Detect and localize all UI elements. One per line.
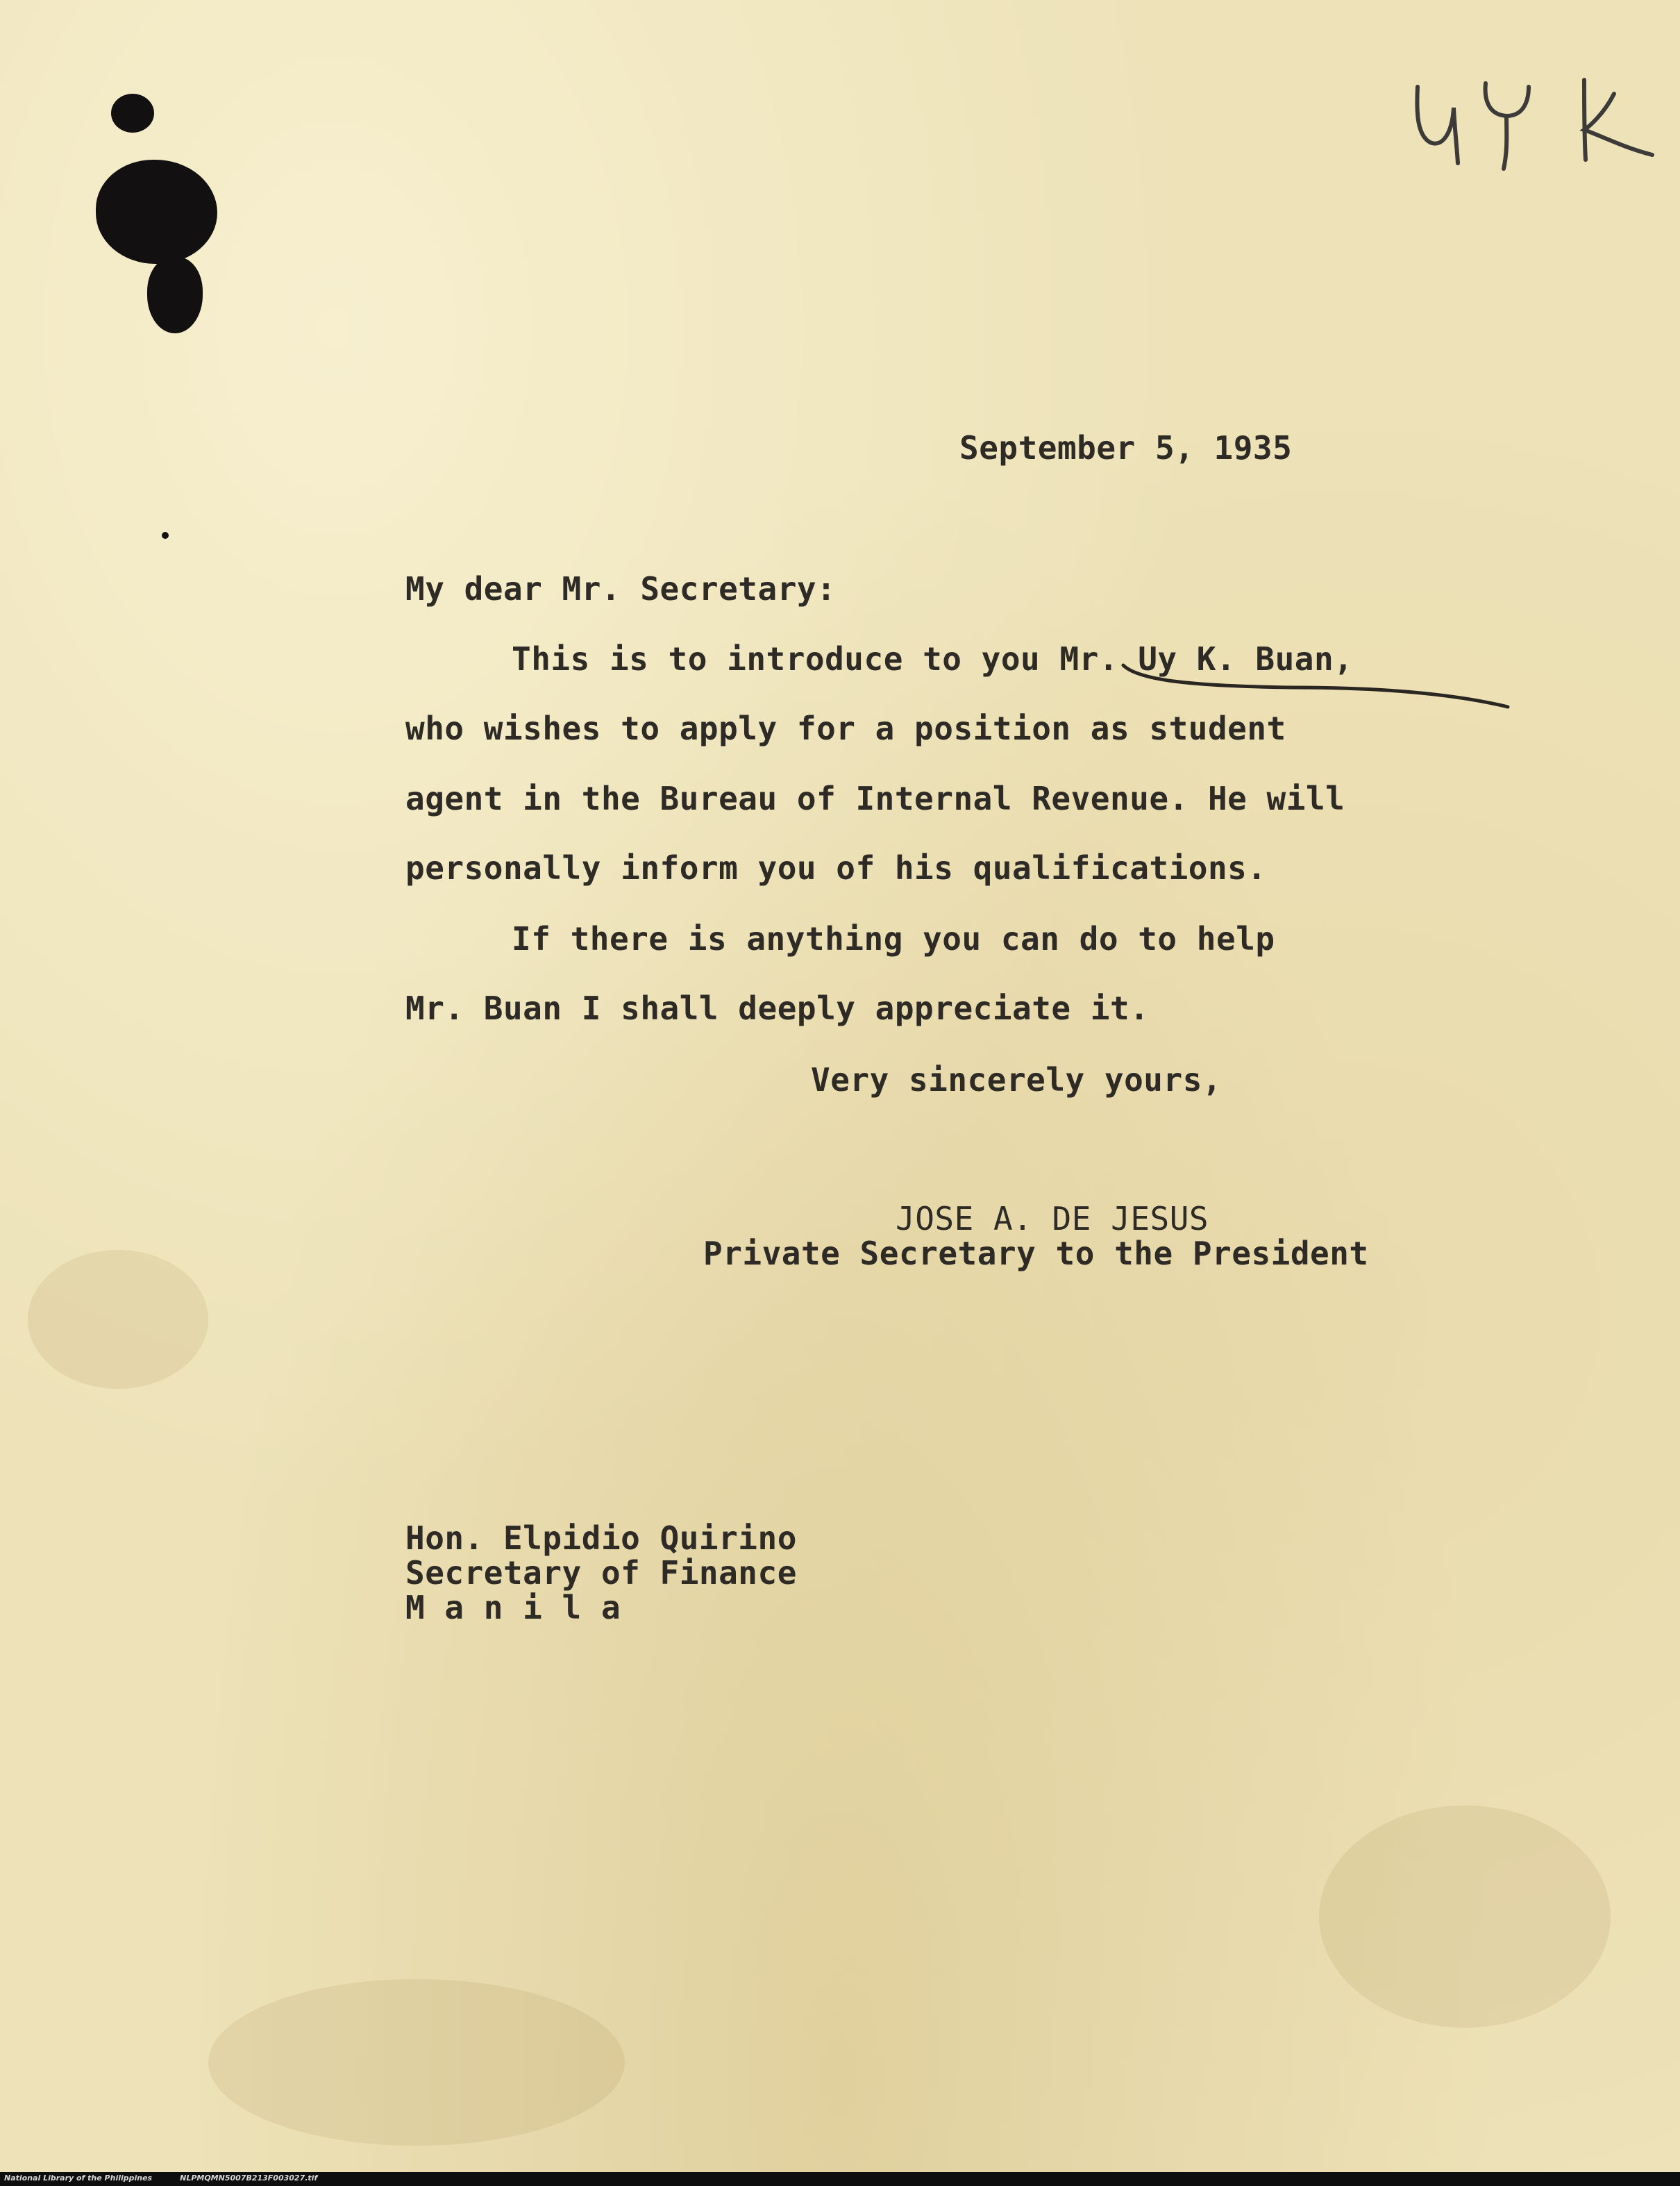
paragraph1-line4: personally inform you of his qualifications. <box>405 849 1267 887</box>
letter-date: September 5, 1935 <box>959 429 1293 467</box>
binding-hole-top <box>111 94 154 133</box>
salutation: My dear Mr. Secretary: <box>405 570 837 608</box>
paragraph1-line3: agent in the Bureau of Internal Revenue. He will <box>405 780 1345 817</box>
recipient-line2: Secretary of Finance <box>405 1554 797 1592</box>
closing: Very sincerely yours, <box>811 1061 1223 1099</box>
paragraph1-line1: This is to introduce to you Mr. Uy K. Buan, <box>512 640 1354 678</box>
file-id: NLPMQMN5007B213F003027.tif <box>180 2174 318 2183</box>
signer-title: Private Secretary to the President <box>703 1235 1369 1272</box>
binding-hole-blot <box>96 160 217 264</box>
speck-mark <box>162 532 169 539</box>
recipient-line1: Hon. Elpidio Quirino <box>405 1519 797 1557</box>
paper-stain <box>1319 1805 1611 2028</box>
handwritten-uyk-mark <box>1402 66 1673 184</box>
paper-stain <box>208 1979 625 2146</box>
paragraph2-line2: Mr. Buan I shall deeply appreciate it. <box>405 990 1150 1027</box>
recipient-line3: M a n i l a <box>405 1589 621 1626</box>
handwritten-underline <box>1111 646 1513 729</box>
binding-hole-drip <box>147 257 203 333</box>
archive-name: National Library of the Philippines <box>4 2174 153 2183</box>
handwritten-annotation <box>1402 66 1673 184</box>
paragraph1-line2: who wishes to apply for a position as student <box>405 710 1286 747</box>
paragraph2-line1: If there is anything you can do to help <box>512 920 1275 958</box>
paper-stain <box>28 1250 208 1389</box>
signer-name: JOSE A. DE JESUS <box>896 1200 1209 1237</box>
scan-footer <box>4 2172 317 2185</box>
